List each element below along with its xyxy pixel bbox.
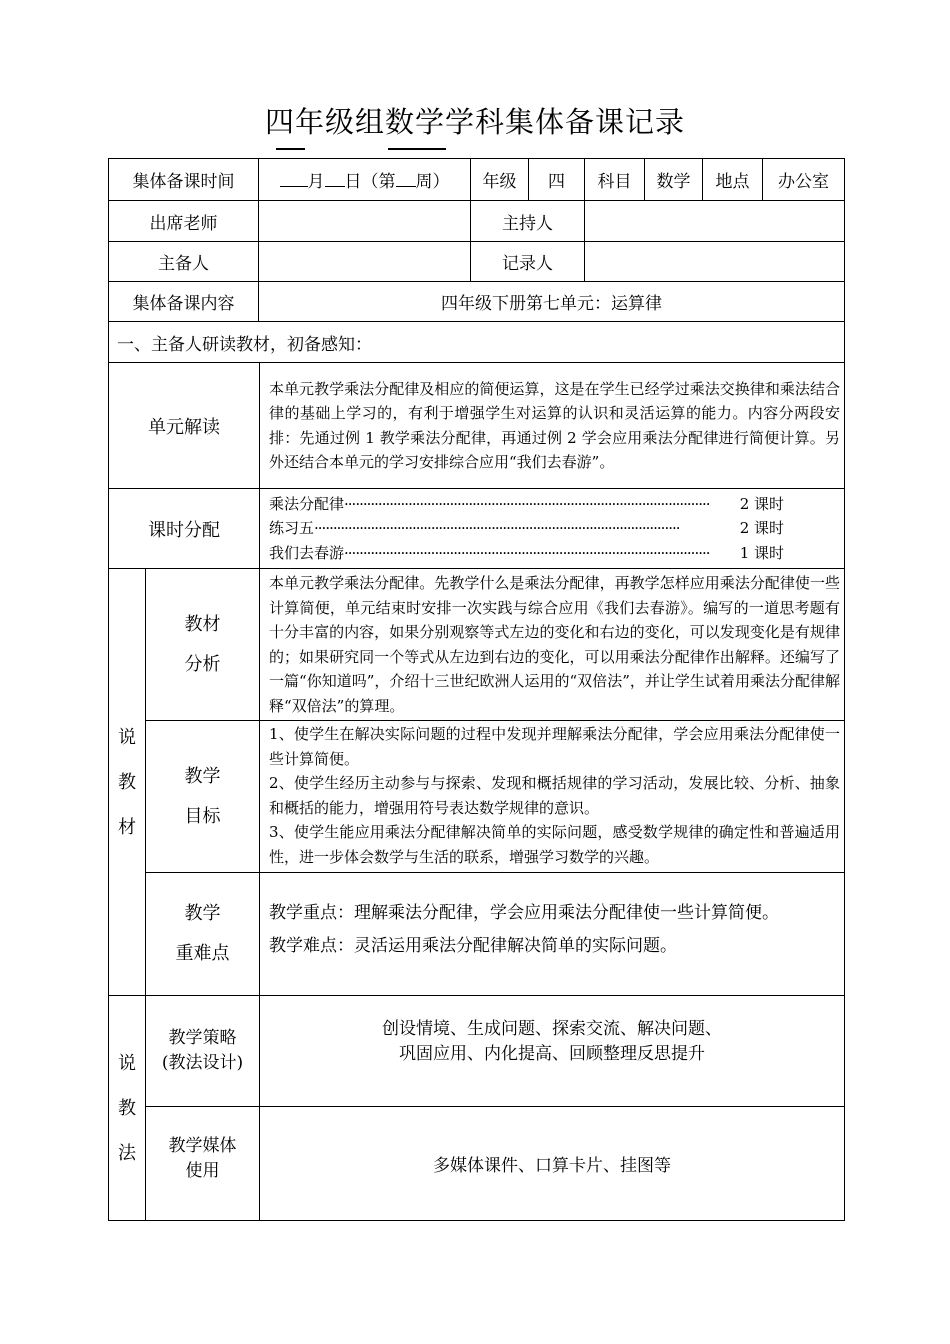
lesson-item-name: 练习五 — [269, 519, 315, 538]
key-label — [146, 873, 260, 996]
textbook-group-label — [109, 569, 146, 996]
analysis-label — [146, 569, 260, 721]
lead-field[interactable] — [259, 242, 471, 282]
key-label-line: 教学 — [184, 903, 221, 924]
recorder-label: 记录人 — [471, 242, 585, 282]
key-cell — [260, 873, 845, 996]
media-label — [146, 1107, 260, 1221]
goal-item: 3、使学生能应用乘法分配律解决简单的实际问题，感受数学规律的确定性和普遍适用性，进一步体会数学与生活的联系，增强学习数学的兴趣。 — [269, 823, 840, 866]
analysis-label-line: 教材 — [184, 613, 221, 635]
media-label-line: 教学媒体 — [168, 1135, 237, 1156]
time-field[interactable] — [259, 159, 471, 201]
lesson-allocation-label: 课时分配 — [109, 489, 260, 569]
content-value: 四年级下册第七单元：运算律 — [259, 282, 845, 322]
grade-label: 年级 — [471, 159, 529, 201]
method-group-char: 教 — [118, 1097, 136, 1119]
lesson-item — [260, 541, 844, 566]
media-label-line: 使用 — [185, 1160, 220, 1181]
title-underline-2 — [388, 148, 446, 150]
time-month: 月 — [307, 172, 325, 192]
strategy-line: 巩固应用、内化提高、回顾整理反思提升 — [399, 1044, 705, 1064]
time-label: 集体备课时间 — [109, 159, 259, 201]
strategy-label-line: 教学策略 — [168, 1028, 237, 1048]
lesson-item-hours: 1 课时 — [739, 543, 784, 562]
key-label-line: 重难点 — [175, 943, 230, 964]
method-group-char: 法 — [118, 1142, 136, 1164]
attendees-field[interactable] — [259, 201, 471, 242]
goals-cell — [260, 721, 845, 873]
lesson-item-name: 我们去春游 — [269, 543, 345, 562]
strategy-label — [146, 996, 260, 1107]
key-point: 教学重点：理解乘法分配律，学会应用乘法分配律使一些计算简便。 — [269, 903, 779, 923]
page-title-wrap — [0, 100, 950, 141]
analysis-label-line: 分析 — [184, 653, 221, 675]
lesson-item-name: 乘法分配律 — [269, 494, 345, 513]
unit-reading-text: 本单元教学乘法分配律及相应的简便运算，这是在学生已经学过乘法交换律和乘法结合律的基础上学习的，有利于增强学生对运算的认识和灵活运算的能力。内容分两段安排：先通过例 1 教学乘法分配律，再通过例 2 学会应用乘法分配律进行简便计算。另外还结合本单元的学习安排综合应用“我们去春游”。 — [269, 379, 840, 471]
lesson-item-hours: 2 课时 — [739, 494, 784, 513]
dot-leader: ································································································· — [344, 494, 710, 513]
content-label: 集体备课内容 — [109, 282, 259, 322]
lesson-item — [260, 492, 844, 517]
attendees-label: 出席老师 — [109, 201, 259, 242]
textbook-group-char: 材 — [118, 816, 136, 838]
textbook-group-char: 教 — [118, 771, 136, 793]
goals-label — [146, 721, 260, 873]
lesson-item — [260, 516, 844, 541]
difficult-point: 教学难点：灵活运用乘法分配律解决简单的实际问题。 — [269, 936, 677, 956]
section1-row — [108, 322, 845, 362]
subject-label: 科目 — [585, 159, 645, 201]
unit-reading-label: 单元解读 — [109, 363, 260, 489]
goal-item: 2、使学生经历主动参与与探索、发现和概括规律的学习活动，发展比较、分析、抽象和概括的能力，增强用符号表达数学规律的意识。 — [269, 774, 840, 817]
title-underline-1 — [276, 148, 305, 150]
page-title: 四年级组数学学科集体备课记录 — [264, 105, 685, 139]
lesson-item-hours: 2 课时 — [739, 519, 784, 538]
method-group-char: 说 — [118, 1052, 136, 1074]
goals-label-line: 目标 — [184, 805, 221, 827]
grade-value: 四 — [529, 159, 585, 201]
location-value: 办公室 — [763, 159, 845, 201]
location-label: 地点 — [703, 159, 763, 201]
textbook-group-char: 说 — [118, 726, 136, 748]
section1-heading: 一、主备人研读教材，初备感知： — [117, 334, 372, 355]
subject-value: 数学 — [645, 159, 703, 201]
host-label: 主持人 — [471, 201, 585, 242]
strategy-line: 创设情境、生成问题、探索交流、解决问题、 — [382, 1019, 722, 1039]
recorder-field[interactable] — [585, 242, 845, 282]
lesson-allocation-cell — [260, 489, 845, 569]
analysis-cell — [260, 569, 845, 721]
analysis-text: 本单元教学乘法分配律。先教学什么是乘法分配律，再教学怎样应用乘法分配律使一些计算简便，单元结束时安排一次实践与综合应用《我们去春游》。编写的一道思考题有十分丰富的内容，如果分别观察等式左边的变化和右边的变化，可以发现变化是有规律的；如果研究同一个等式从左边到右边的变化，可以用乘法分配律作出解释。还编写了一篇“你知道吗”，介绍十三世纪欧洲人运用的“双倍法”，并让学生试着用乘法分配律解释“双倍法”的算理。 — [269, 574, 840, 715]
strategy-cell — [260, 996, 845, 1107]
main-table — [108, 362, 845, 1221]
time-week: 周） — [415, 172, 450, 192]
lead-label: 主备人 — [109, 242, 259, 282]
media-value: 多媒体课件、口算卡片、挂图等 — [260, 1107, 845, 1221]
method-group-label — [109, 996, 146, 1221]
header-table — [108, 158, 845, 322]
strategy-label-line: (教法设计) — [161, 1053, 244, 1073]
time-day: 日（第 — [344, 172, 396, 192]
goals-label-line: 教学 — [184, 765, 221, 787]
goal-item: 1、使学生在解决实际问题的过程中发现并理解乘法分配律，学会应用乘法分配律使一些计算简便。 — [269, 725, 840, 768]
host-field[interactable] — [585, 201, 845, 242]
dot-leader: ································································································· — [344, 543, 710, 562]
unit-reading-cell — [260, 363, 845, 489]
dot-leader: ································································································· — [314, 519, 680, 538]
